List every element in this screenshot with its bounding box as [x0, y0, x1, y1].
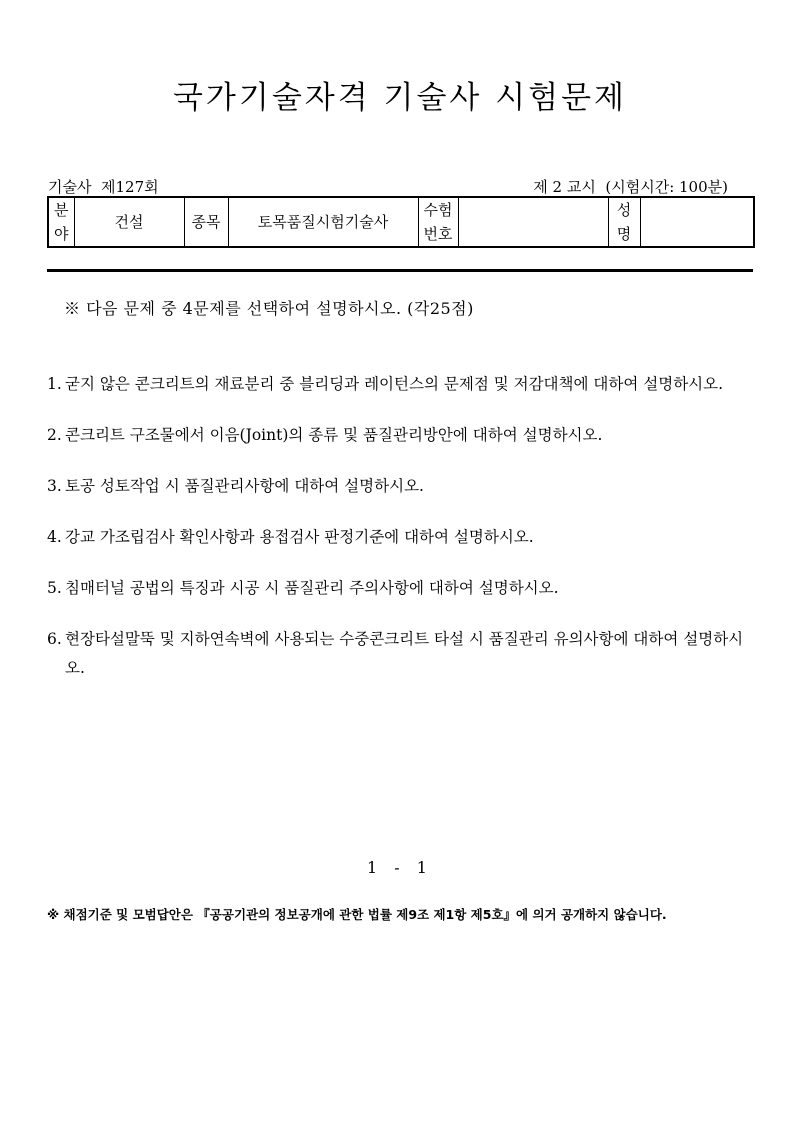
name-field[interactable] — [640, 197, 754, 247]
question-number: 6. — [47, 630, 62, 648]
question-item — [47, 472, 757, 501]
question-list — [47, 370, 757, 705]
page-title: 국가기술자격 기술사 시험문제 — [172, 80, 627, 116]
question-item — [47, 370, 757, 399]
question-text: 현장타설말뚝 및 지하연속벽에 사용되는 수중콘크리트 타설 시 품질관리 유의사항에 대하여 설명하시오. — [65, 630, 744, 677]
question-text: 콘크리트 구조물에서 이음(Joint)의 종류 및 품질관리방안에 대하여 설명하시오. — [65, 426, 603, 444]
divider — [47, 269, 753, 272]
exam-number-field[interactable] — [458, 197, 608, 247]
question-item — [47, 574, 757, 603]
question-item — [47, 421, 757, 450]
category-value: 토목품질시험기술사 — [228, 197, 418, 247]
page-number: 1 - 1 — [367, 858, 433, 877]
question-number: 2. — [47, 426, 62, 444]
exam-round: 기술사 제127회 — [48, 178, 159, 196]
question-item — [47, 523, 757, 552]
question-number: 4. — [47, 528, 62, 546]
field-label: 분 야 — [48, 197, 74, 247]
footer-note: ※ 채점기준 및 모범답안은 『공공기관의 정보공개에 관한 법률 제9조 제1항 제5호』에 의거 공개하지 않습니다. — [47, 907, 667, 922]
field-value: 건설 — [74, 197, 184, 247]
exam-number-label: 수험 번호 — [418, 197, 458, 247]
candidate-info-table — [47, 196, 755, 248]
instruction: ※ 다음 문제 중 4문제를 선택하여 설명하시오. (각25점) — [64, 299, 474, 318]
name-label: 성 명 — [608, 197, 640, 247]
question-number: 5. — [47, 579, 62, 597]
question-item — [47, 625, 757, 683]
question-number: 1. — [47, 375, 62, 393]
question-text: 강교 가조립검사 확인사항과 용접검사 판정기준에 대하여 설명하시오. — [65, 528, 534, 546]
category-label: 종목 — [184, 197, 228, 247]
exam-meta — [48, 176, 752, 197]
exam-session: 제 2 교시 (시험시간: 100분) — [533, 178, 728, 196]
question-number: 3. — [47, 477, 62, 495]
question-text: 토공 성토작업 시 품질관리사항에 대하여 설명하시오. — [65, 477, 424, 495]
question-text: 굳지 않은 콘크리트의 재료분리 중 블리딩과 레이턴스의 문제점 및 저감대책에 대하여 설명하시오. — [65, 375, 724, 393]
question-text: 침매터널 공법의 특징과 시공 시 품질관리 주의사항에 대하여 설명하시오. — [65, 579, 559, 597]
